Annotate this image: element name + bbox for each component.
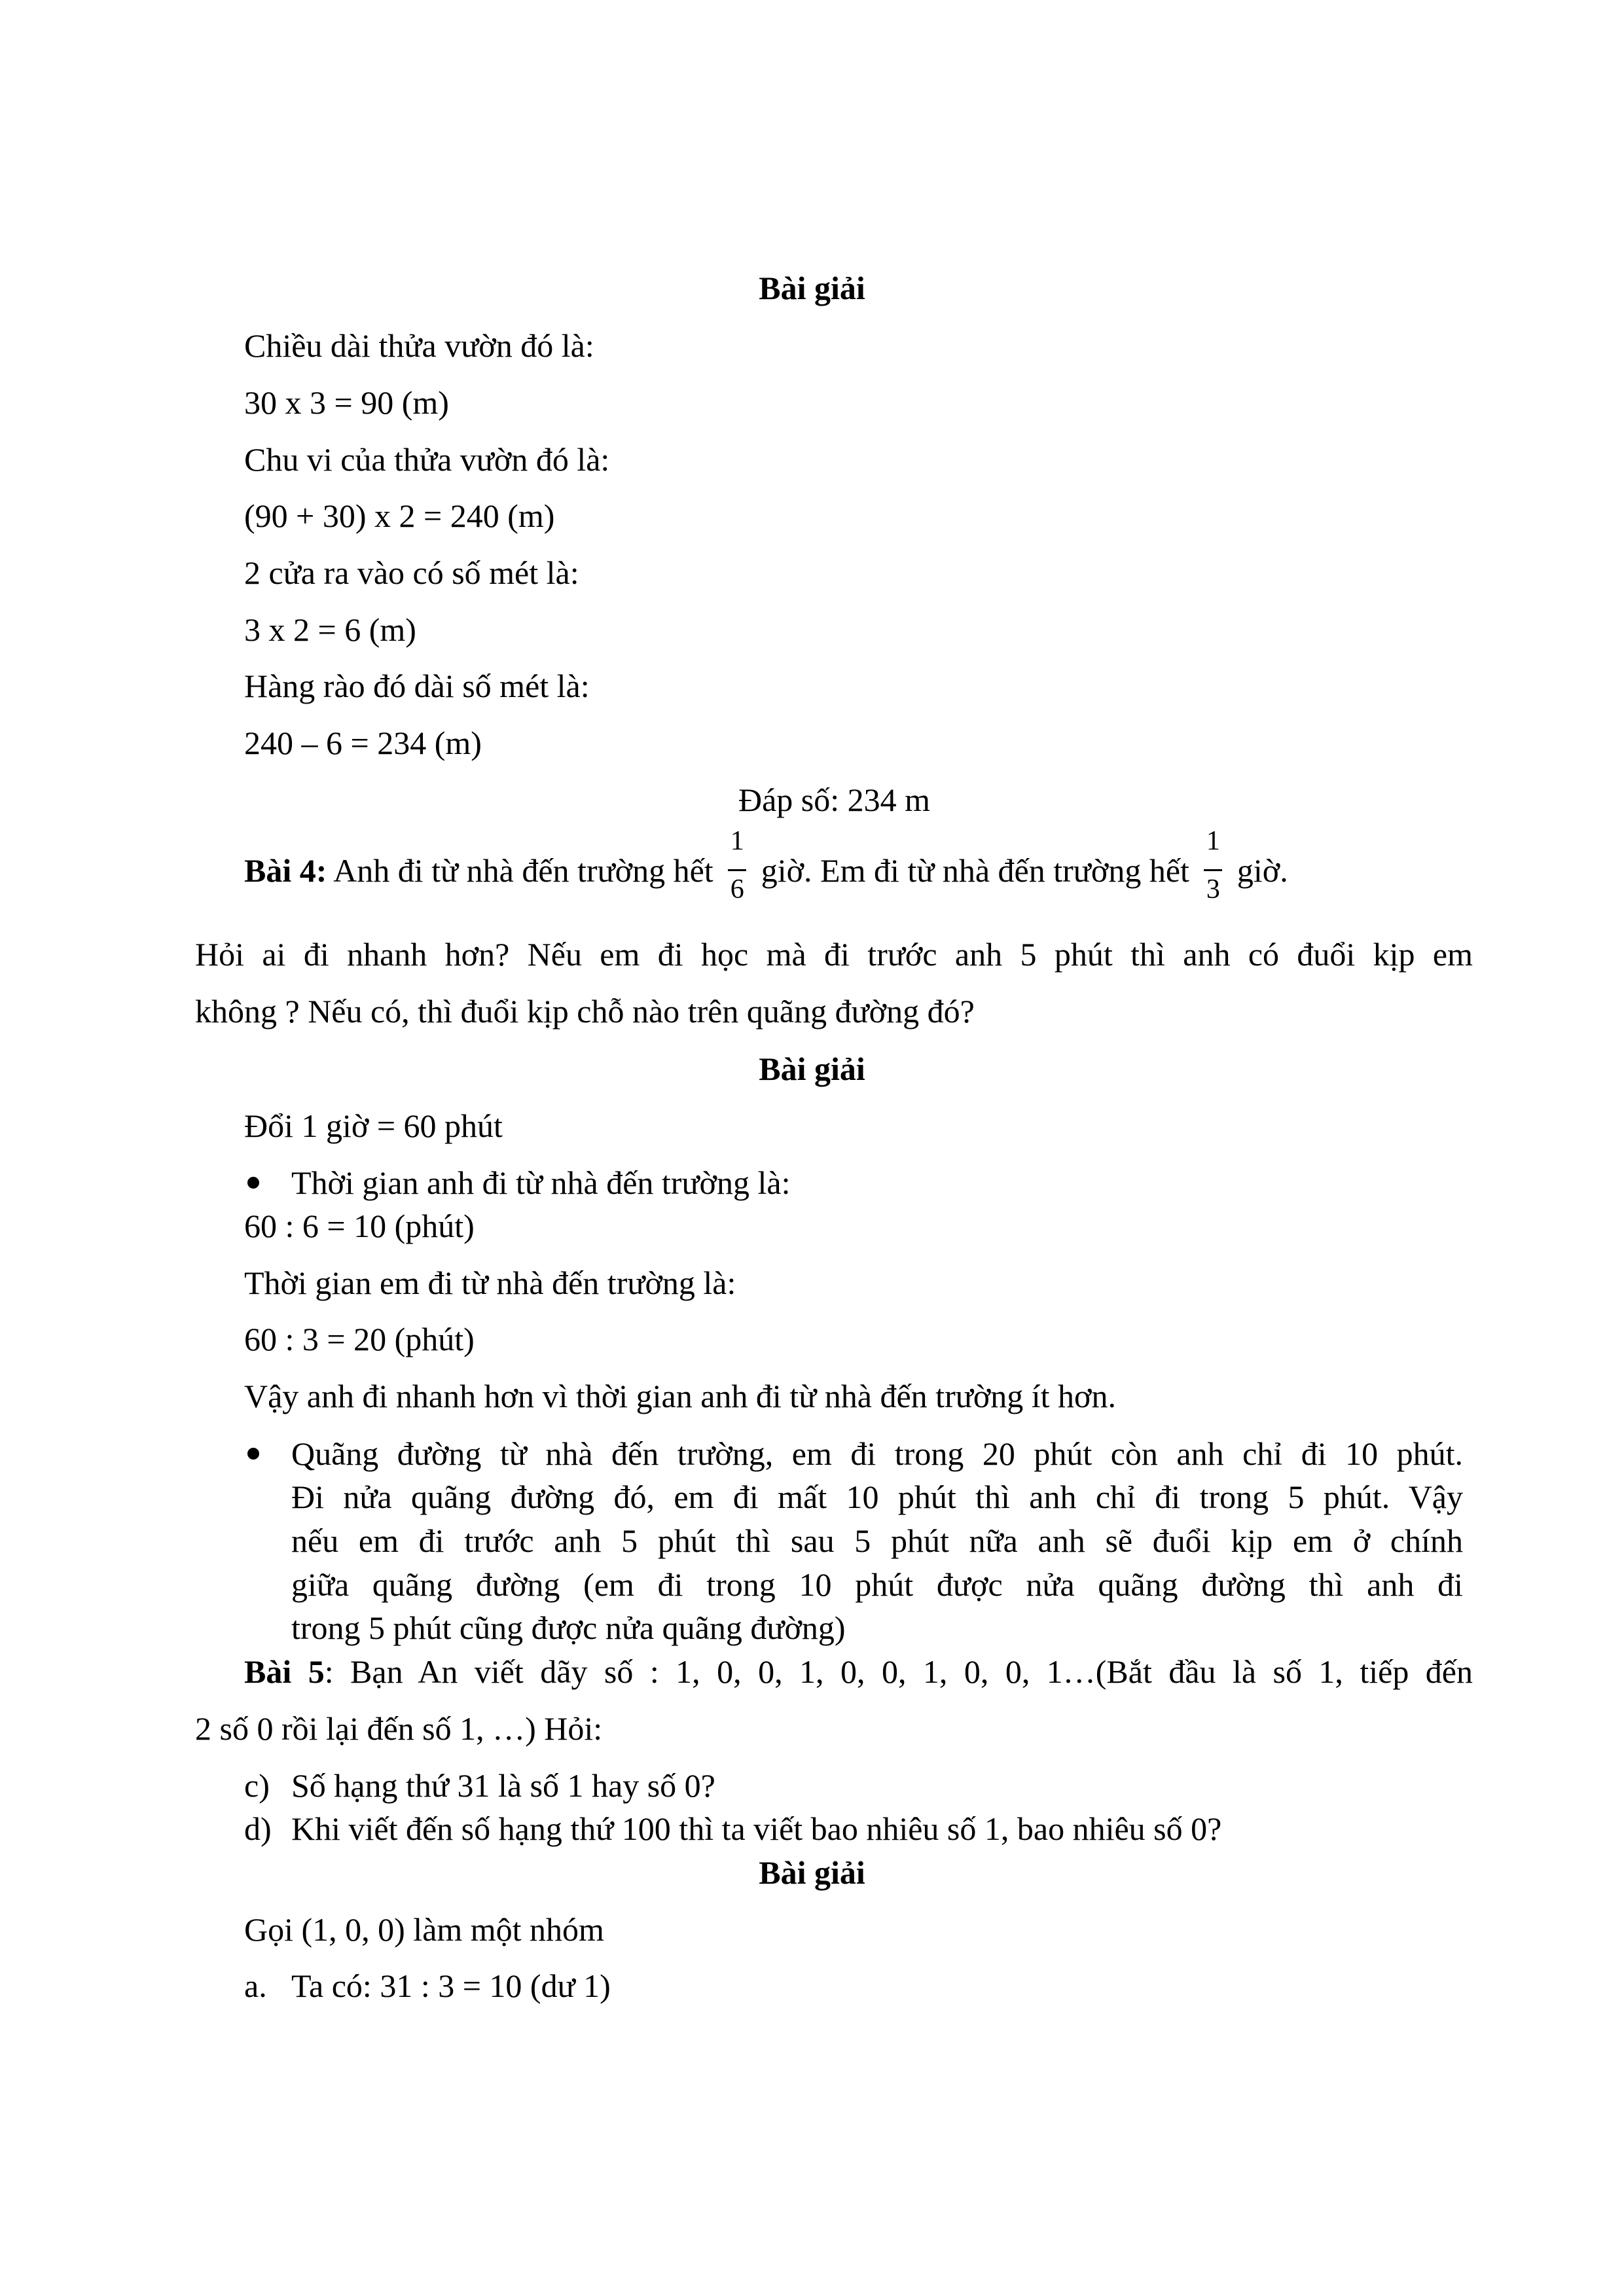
problem-5-line-2: 2 số 0 rồi lại đến số 1, …) Hỏi: bbox=[195, 1710, 603, 1747]
bullet-icon bbox=[247, 1177, 259, 1189]
problem-text: giờ. Em đi từ nhà đến trường hết bbox=[761, 852, 1189, 889]
list-marker: c) bbox=[244, 1767, 270, 1804]
problem-label: Bài 5 bbox=[244, 1653, 325, 1690]
problem-5-line-1 bbox=[244, 1652, 1473, 1691]
bullet-paragraph-line: giữa quãng đường (em đi trong 10 phút được nửa quãng đường thì anh đi bbox=[291, 1566, 1463, 1603]
list-item: Khi viết đến số hạng thứ 100 thì ta viết bao nhiêu số 1, bao nhiêu số 0? bbox=[291, 1810, 1222, 1847]
fraction-numerator: 1 bbox=[730, 825, 744, 856]
fraction-bar bbox=[728, 869, 746, 871]
list-marker: d) bbox=[244, 1810, 272, 1847]
solution-line: 30 x 3 = 90 (m) bbox=[244, 384, 449, 421]
solution-heading-2: Bài giải bbox=[759, 1050, 865, 1087]
fraction-one-third bbox=[1201, 825, 1225, 905]
solution-line: Thời gian anh đi từ nhà đến trường là: bbox=[291, 1164, 791, 1201]
solution-line: Vậy anh đi nhanh hơn vì thời gian anh đi từ nhà đến trường ít hơn. bbox=[244, 1378, 1116, 1414]
solution-line: 3 x 2 = 6 (m) bbox=[244, 611, 416, 648]
bullet-paragraph-line: Quãng đường từ nhà đến trường, em đi trong 20 phút còn anh chỉ đi 10 phút. bbox=[291, 1435, 1463, 1472]
fraction-denominator: 3 bbox=[1206, 874, 1220, 905]
problem-text: giờ. bbox=[1236, 852, 1288, 889]
problem-text: Anh đi từ nhà đến trường hết bbox=[333, 852, 713, 889]
solution-line: Thời gian em đi từ nhà đến trường là: bbox=[244, 1265, 736, 1301]
bullet-paragraph-line: Đi nửa quãng đường đó, em đi mất 10 phút thì anh chỉ đi trong 5 phút. Vậy bbox=[291, 1479, 1463, 1515]
list-item: Số hạng thứ 31 là số 1 hay số 0? bbox=[291, 1767, 715, 1804]
list-marker: a. bbox=[244, 1967, 267, 2004]
fraction-denominator: 6 bbox=[730, 874, 744, 905]
bullet-icon bbox=[247, 1448, 259, 1460]
answer-line: Đáp số: 234 m bbox=[738, 781, 931, 818]
solution-line: 240 – 6 = 234 (m) bbox=[244, 725, 482, 761]
problem-4-line-2: Hỏi ai đi nhanh hơn? Nếu em đi học mà đi trước anh 5 phút thì anh có đuổi kịp em bbox=[195, 936, 1473, 973]
solution-line: 2 cửa ra vào có số mét là: bbox=[244, 554, 579, 591]
solution-line: (90 + 30) x 2 = 240 (m) bbox=[244, 497, 555, 534]
bullet-paragraph-line: nếu em đi trước anh 5 phút thì sau 5 phút nữa anh sẽ đuổi kịp em ở chính bbox=[291, 1522, 1463, 1559]
bullet-paragraph-line: trong 5 phút cũng được nửa quãng đường) bbox=[291, 1609, 846, 1646]
solution-heading-1: Bài giải bbox=[759, 270, 865, 306]
solution-line: 60 : 3 = 20 (phút) bbox=[244, 1321, 475, 1357]
problem-4-line-1 bbox=[244, 825, 1288, 905]
solution-line: Gọi (1, 0, 0) làm một nhóm bbox=[244, 1911, 604, 1948]
solution-line: 60 : 6 = 10 (phút) bbox=[244, 1208, 475, 1244]
problem-label: Bài 4: bbox=[244, 852, 327, 889]
solution-heading-3: Bài giải bbox=[759, 1854, 865, 1891]
fraction-bar bbox=[1204, 869, 1222, 871]
problem-text: : Bạn An viết dãy số : 1, 0, 0, 1, 0, 0, 1, 0, 0, 1…(Bắt đầu là số 1, tiếp đến bbox=[324, 1653, 1473, 1690]
list-item: Ta có: 31 : 3 = 10 (dư 1) bbox=[291, 1967, 611, 2004]
solution-line: Chu vi của thửa vườn đó là: bbox=[244, 441, 610, 478]
fraction-one-sixth bbox=[725, 825, 749, 905]
solution-line: Hàng rào đó dài số mét là: bbox=[244, 668, 590, 704]
solution-line: Chiều dài thửa vườn đó là: bbox=[244, 327, 594, 364]
solution-line: Đổi 1 giờ = 60 phút bbox=[244, 1107, 503, 1144]
problem-4-line-3: không ? Nếu có, thì đuổi kịp chỗ nào trên quãng đường đó? bbox=[195, 993, 975, 1030]
fraction-numerator: 1 bbox=[1206, 825, 1220, 856]
